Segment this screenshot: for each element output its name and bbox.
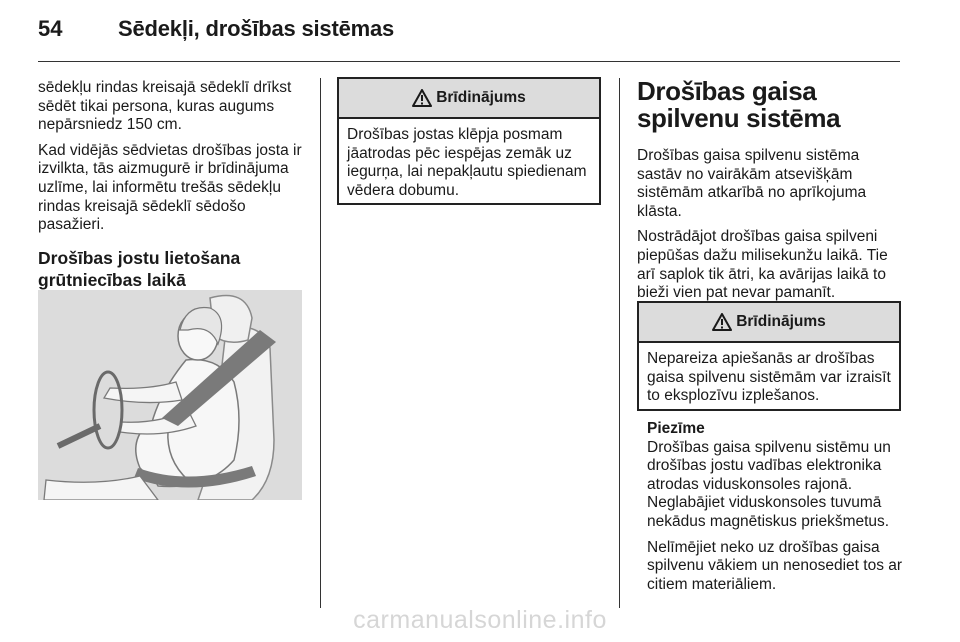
warning-triangle-icon	[412, 89, 432, 107]
paragraph: Nostrādājot drošības gaisa spilveni piepūšas dažu milisekunžu laikā. Tie arī saplok tik ātri, ka avārijas laikā to bieži vien pat nevar pamanīt.	[637, 228, 888, 302]
section-subheading	[38, 247, 308, 291]
warning-text: Drošības jostas klēpja posmam jāatrodas pēc iespējas zemāk uz iegurņa, lai nepakļautu spiedienam vēdera dobumu.	[347, 126, 587, 199]
note-section	[647, 420, 905, 601]
paragraph: Drošības gaisa spilvenu sistēma sastāv no vairākām atsevišķām sistēmām atkarībā no aprīkojuma klāsta.	[637, 147, 867, 220]
note-paragraph: Drošības gaisa spilvenu sistēmu un drošības jostu vadības elektronika atrodas viduskonsoles rajonā. Neglabājiet viduskonsoles tuvumā nekādus magnētiskus priekšmetus.	[647, 438, 891, 530]
warning-text: Nepareiza apiešanās ar drošības gaisa spilvenu sistēmām var izraisīt to eksplozīvu izplešanos.	[647, 350, 891, 405]
warning-header	[339, 79, 599, 119]
watermark: carmanualsonline.info	[353, 606, 607, 634]
page-number: 54	[38, 16, 63, 41]
note-title: Piezīme	[647, 420, 705, 437]
paragraph: Kad vidējās sēdvietas drošības josta ir izvilkta, tās aizmugurē ir brīdinājuma uzlīme, lai informētu trešās sēdekļu rindas kreisajā sēdeklī sēdošo pasažieri.	[38, 141, 302, 234]
paragraph: sēdekļu rindas kreisajā sēdeklī drīkst sēdēt tikai persona, kuras augums nepārsniedz 150 cm.	[38, 79, 292, 134]
page-title: Sēdekļi, drošības sistēmas	[118, 16, 395, 41]
section-heading: Drošības gaisa spilvenu sistēma	[637, 76, 841, 133]
warning-triangle-icon	[712, 313, 732, 331]
left-column	[38, 79, 308, 291]
warning-title: Brīdinājums	[436, 89, 526, 106]
warning-box	[637, 301, 901, 411]
pregnant-seatbelt-illustration	[38, 290, 302, 500]
warning-title: Brīdinājums	[736, 313, 826, 330]
column-divider-2	[619, 78, 620, 608]
column-divider-1	[320, 78, 321, 608]
note-paragraph: Nelīmējiet neko uz drošības gaisa spilvenu vākiem un nenosediet tos ar citiem materiāliem.	[647, 538, 903, 593]
right-column	[637, 78, 905, 310]
subheading-line: grūtniecības laikā	[38, 269, 186, 290]
header-divider	[38, 61, 900, 62]
subheading-line: Drošības jostu lietošana	[38, 247, 241, 268]
warning-header	[639, 303, 899, 343]
warning-box	[337, 77, 601, 205]
